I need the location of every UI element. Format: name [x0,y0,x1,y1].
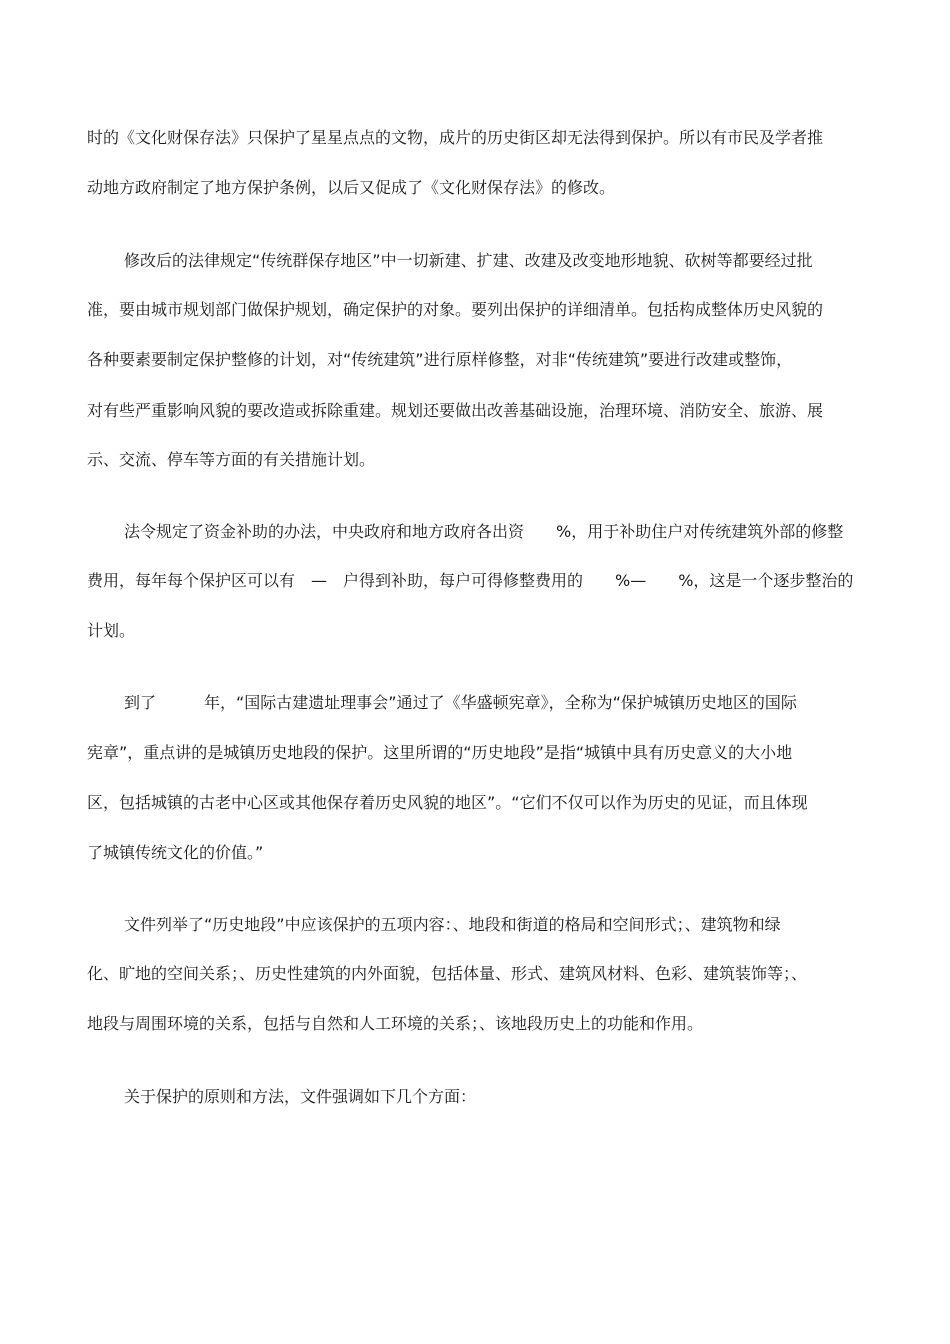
paragraph-2-line-5: 示、交流、停车等方面的有关措施计划。 [87,450,376,469]
paragraph-3-line-2: 费用，每年每个保护区可以有 — 户得到补助，每户可得修整费用的 %— %，这是一个逐步整治的 [87,571,854,590]
paragraph-5-line-2: 化、旷地的空间关系；、历史性建筑的内外面貌，包括体量、形式、建筑风材料、色彩、建筑装饰等；、 [87,964,808,983]
paragraph-1-line-1: 时的《文化财保存法》只保护了星星点点的文物，成片的历史街区却无法得到保护。所以有市民及学者推 [87,128,824,147]
paragraph-6-line-1: 关于保护的原则和方法，文件强调如下几个方面： [124,1087,477,1106]
paragraph-2-line-4: 对有些严重影响风貌的要改造或拆除重建。规划还要做出改善基础设施，治理环境、消防安全、旅游、展 [87,401,824,420]
paragraph-2-line-2: 准，要由城市规划部门做保护规划，确定保护的对象。要列出保护的详细清单。包括构成整体历史风貌的 [87,300,824,319]
paragraph-2-line-1: 修改后的法律规定“传统群保存地区”中一切新建、扩建、改建及改变地形地貌、砍树等都要经过批 [124,251,813,270]
paragraph-4-line-4: 了城镇传统文化的价值。” [87,843,264,862]
paragraph-1-line-2: 动地方政府制定了地方保护条例，以后又促成了《文化财保存法》的修改。 [87,178,616,197]
paragraph-3-line-1: 法令规定了资金补助的办法，中央政府和地方政府各出资 %，用于补助住户对传统建筑外部的修整 [124,522,844,541]
paragraph-3-line-3: 计划。 [87,621,136,640]
paragraph-4-line-3: 区，包括城镇的古老中心区或其他保存着历史风貌的地区”。“它们不仅可以作为历史的见证，而且体现 [87,793,808,812]
paragraph-2-line-3: 各种要素要制定保护整修的计划，对“传统建筑”进行原样修整，对非“传统建筑”要进行改建或整饰， [87,350,793,369]
paragraph-4-line-2: 宪章”，重点讲的是城镇历史地段的保护。这里所谓的“历史地段”是指“城镇中具有历史意义的大小地 [87,743,793,762]
paragraph-4-line-1: 到了 年，“国际古建遗址理事会”通过了《华盛顿宪章》，全称为“保护城镇历史地区的国际 [124,693,797,712]
paragraph-5-line-1: 文件列举了“历史地段”中应该保护的五项内容：、地段和街道的格局和空间形式；、建筑物和绿 [124,915,781,934]
paragraph-5-line-3: 地段与周围环境的关系，包括与自然和人工环境的关系；、该地段历史上的功能和作用。 [87,1014,704,1033]
